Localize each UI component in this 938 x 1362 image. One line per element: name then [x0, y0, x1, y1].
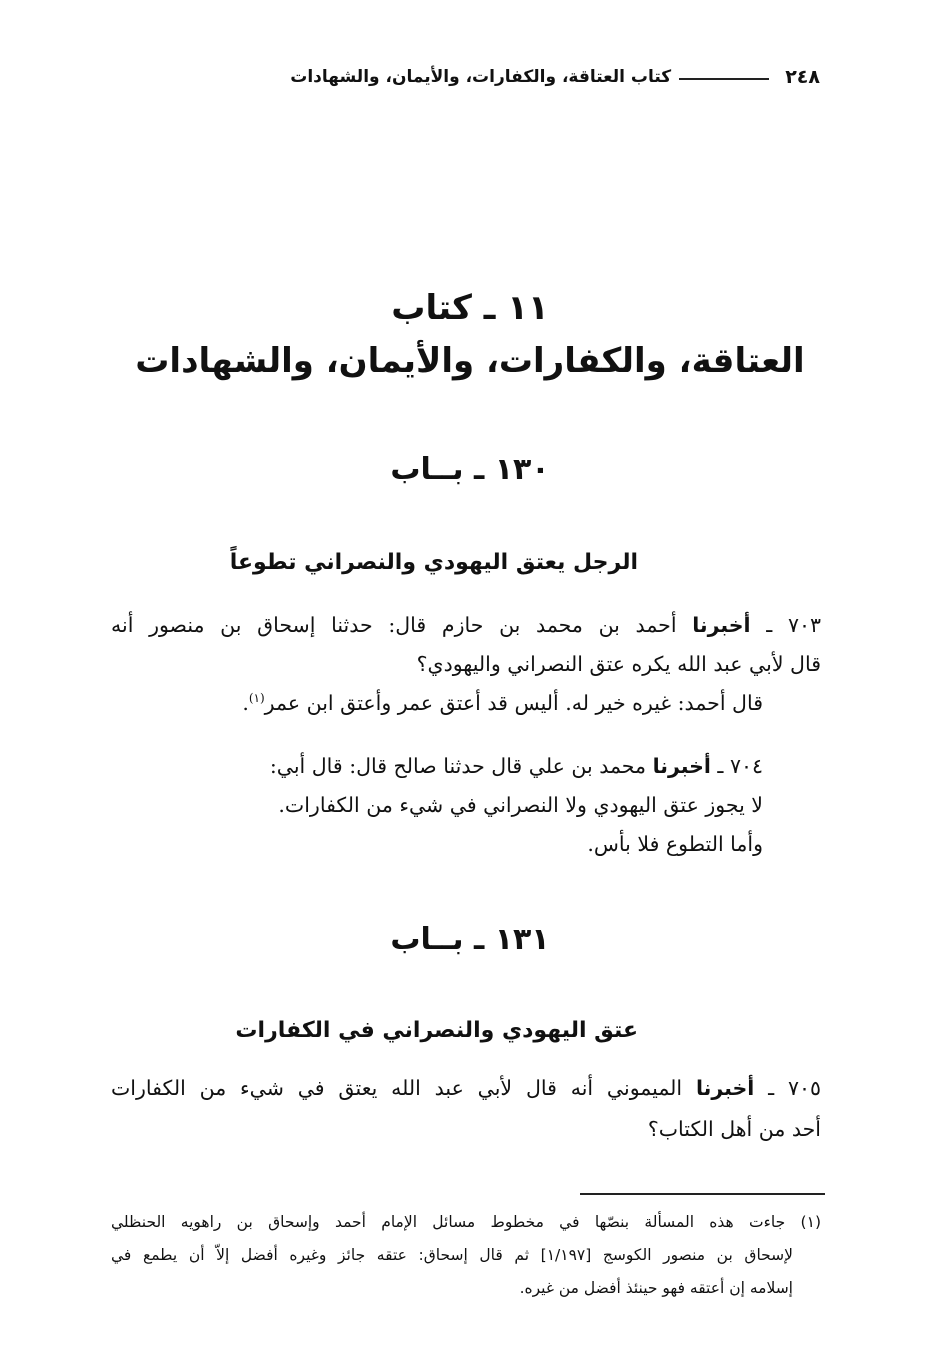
footnote-marker: (١)	[800, 1213, 821, 1231]
hadith-703-number: ٧٠٣ ـ	[766, 613, 821, 637]
hadith-703-line-1	[111, 613, 821, 637]
hadith-704-number: ٧٠٤ ـ	[717, 754, 763, 778]
book-subtitle: العتاقة، والكفارات، والأيمان، والشهادات	[135, 341, 805, 381]
footnote-line-3: إسلامه إن أعتقه فهو حينئذ أفضل من غيره.	[519, 1279, 793, 1297]
chapter-130-title: الرجل يعتق اليهودي والنصراني تطوعاً	[229, 550, 638, 575]
hadith-704-text-1: محمد بن علي قال حدثنا صالح قال: قال أبي:	[269, 754, 647, 778]
hadith-705-line-2: أحد من أهل الكتاب؟	[647, 1117, 821, 1141]
hadith-703-text-1: أحمد بن محمد بن حازم قال: حدثنا إسحاق بن منصور أنه	[111, 613, 677, 637]
footnote-reference: (١)	[248, 691, 265, 706]
hadith-704-lead: أخبرنا	[652, 754, 711, 778]
hadith-704-line-2: لا يجوز عتق اليهودي ولا النصراني في شيء من الكفارات.	[278, 793, 763, 817]
hadith-705-number: ٧٠٥ ـ	[768, 1076, 821, 1100]
footnote-text-1: جاءت هذه المسألة بنصّها في مخطوط مسائل الإمام أحمد وإسحاق بن راهويه الحنظلي	[111, 1213, 786, 1231]
page-number: ٢٤٨	[785, 66, 820, 88]
hadith-705-line-1	[111, 1076, 821, 1100]
hadith-704-line-1	[270, 754, 763, 778]
footnote-rule	[580, 1193, 825, 1195]
book-heading: ١١ ـ كتاب	[391, 288, 549, 328]
hadith-703-line-2: قال لأبي عبد الله يكره عتق النصراني واليهودي؟	[416, 652, 821, 676]
running-header-title: كتاب العتاقة، والكفارات، والأيمان، والشهادات	[290, 67, 672, 87]
chapter-131-heading: ١٣١ ـ بــاب	[390, 922, 550, 957]
hadith-703-line-3	[242, 691, 763, 715]
chapter-131-title: عتق اليهودي والنصراني في الكفارات	[235, 1018, 638, 1043]
footnote-line-1	[111, 1213, 821, 1231]
hadith-705-text-1: الميموني أنه قال لأبي عبد الله يعتق في شيء من الكفارات	[111, 1076, 683, 1100]
book-title	[100, 283, 840, 389]
hadith-703-text-3: قال أحمد: غيره خير له. أليس قد أعتق عمر وأعتق ابن عمر	[264, 691, 763, 715]
hadith-705-lead: أخبرنا	[695, 1076, 755, 1100]
running-header	[60, 60, 820, 94]
chapter-130-heading: ١٣٠ ـ بــاب	[390, 452, 550, 487]
hadith-703-lead: أخبرنا	[692, 613, 751, 637]
hadith-704-line-3: وأما التطوع فلا بأس.	[587, 832, 763, 856]
hadith-703-line-end: .	[242, 691, 249, 715]
header-rule	[679, 78, 769, 80]
footnote-line-2: لإسحاق بن منصور الكوسج [١/١٩٧] ثم قال إسحاق: عتقه جائز وغيره أفضل إلاّ أن يطمع في	[111, 1246, 793, 1264]
